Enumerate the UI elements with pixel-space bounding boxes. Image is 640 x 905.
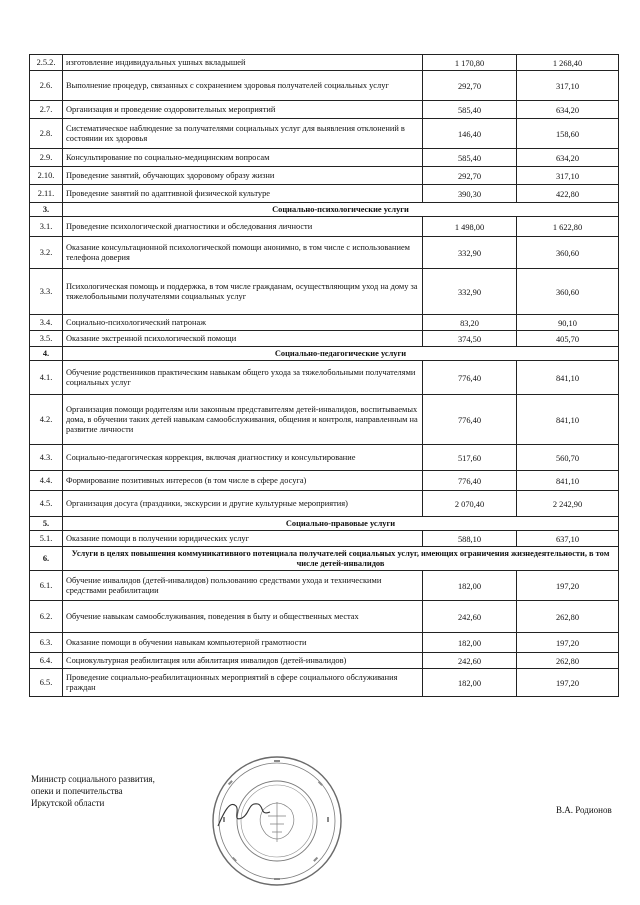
- row-number: 6.5.: [30, 669, 63, 697]
- price-current: 585,40: [423, 101, 517, 119]
- service-name: Организация помощи родителям или законным представителям детей-инвалидов, воспитываемых дома, в обучении таких детей навыкам самообслуживания, общения и контроля, направленным на развитие личности: [63, 395, 423, 445]
- price-new: 90,10: [517, 315, 619, 331]
- table-row: [30, 269, 619, 315]
- price-current: 390,30: [423, 185, 517, 203]
- price-new: 560,70: [517, 445, 619, 471]
- service-name: Организация досуга (праздники, экскурсии и другие культурные мероприятия): [63, 491, 423, 517]
- table-row: [30, 217, 619, 237]
- row-number: 3.1.: [30, 217, 63, 237]
- table-row: [30, 571, 619, 601]
- row-number: 2.7.: [30, 101, 63, 119]
- price-new: 841,10: [517, 395, 619, 445]
- service-name: Психологическая помощь и поддержка, в том числе гражданам, осуществляющим уход на дому за тяжелобольными получателями социальных услуг: [63, 269, 423, 315]
- table-row: [30, 71, 619, 101]
- price-new: 262,80: [517, 601, 619, 633]
- row-number: 2.9.: [30, 149, 63, 167]
- price-current: 776,40: [423, 361, 517, 395]
- signatory-position: [31, 773, 231, 809]
- table-row: [30, 445, 619, 471]
- service-name: Оказание экстренной психологической помощи: [63, 331, 423, 347]
- row-number: 5.1.: [30, 531, 63, 547]
- table-row: [30, 531, 619, 547]
- price-new: 197,20: [517, 633, 619, 653]
- price-current: 83,20: [423, 315, 517, 331]
- price-current: 182,00: [423, 571, 517, 601]
- table-row: [30, 395, 619, 445]
- table-row: [30, 55, 619, 71]
- service-name: Систематическое наблюдение за получателями социальных услуг для выявления отклонений в состоянии их здоровья: [63, 119, 423, 149]
- service-name: Социально-психологический патронаж: [63, 315, 423, 331]
- row-number: 3.3.: [30, 269, 63, 315]
- table-row: [30, 237, 619, 269]
- price-new: 262,80: [517, 653, 619, 669]
- price-current: 588,10: [423, 531, 517, 547]
- table-row: [30, 491, 619, 517]
- tariff-table-body: [30, 55, 619, 697]
- service-name: Проведение психологической диагностики и обследования личности: [63, 217, 423, 237]
- signatory-name: В.А. Родионов: [556, 805, 612, 815]
- service-name: Обучение навыкам самообслуживания, поведения в быту и общественных местах: [63, 601, 423, 633]
- price-current: 242,60: [423, 601, 517, 633]
- row-number: 6.: [30, 547, 63, 571]
- table-row: [30, 185, 619, 203]
- service-name: Выполнение процедур, связанных с сохранением здоровья получателей социальных услуг: [63, 71, 423, 101]
- section-title: Социально-педагогические услуги: [63, 347, 619, 361]
- price-new: 634,20: [517, 101, 619, 119]
- price-new: 1 268,40: [517, 55, 619, 71]
- service-name: Проведение занятий, обучающих здоровому образу жизни: [63, 167, 423, 185]
- price-new: 1 622,80: [517, 217, 619, 237]
- price-new: 360,60: [517, 237, 619, 269]
- service-name: Проведение социально-реабилитационных мероприятий в сфере социального обслуживания граждан: [63, 669, 423, 697]
- table-row: [30, 149, 619, 167]
- price-new: 841,10: [517, 361, 619, 395]
- price-new: 2 242,90: [517, 491, 619, 517]
- section-row: [30, 547, 619, 571]
- price-current: 292,70: [423, 167, 517, 185]
- price-current: 585,40: [423, 149, 517, 167]
- signatory-position-line: Иркутской области: [31, 798, 105, 808]
- section-title: Услуги в целях повышения коммуникативного потенциала получателей социальных услуг, имеющих ограничения жизнедеятельности, в том числе детей-инвалидов: [63, 547, 619, 571]
- section-row: [30, 517, 619, 531]
- service-name: Консультирование по социально-медицинским вопросам: [63, 149, 423, 167]
- service-name: Социокультурная реабилитация или абилитация инвалидов (детей-инвалидов): [63, 653, 423, 669]
- table-row: [30, 669, 619, 697]
- section-row: [30, 347, 619, 361]
- price-current: 292,70: [423, 71, 517, 101]
- row-number: 2.5.2.: [30, 55, 63, 71]
- price-current: 182,00: [423, 633, 517, 653]
- row-number: 3.5.: [30, 331, 63, 347]
- table-row: [30, 167, 619, 185]
- signatory-position-line: Министр социального развития,: [31, 774, 155, 784]
- table-row: [30, 633, 619, 653]
- price-new: 360,60: [517, 269, 619, 315]
- section-title: Социально-психологические услуги: [63, 203, 619, 217]
- row-number: 4.2.: [30, 395, 63, 445]
- table-row: [30, 361, 619, 395]
- price-new: 197,20: [517, 571, 619, 601]
- price-current: 776,40: [423, 395, 517, 445]
- price-new: 158,60: [517, 119, 619, 149]
- row-number: 6.1.: [30, 571, 63, 601]
- price-current: 374,50: [423, 331, 517, 347]
- price-current: 146,40: [423, 119, 517, 149]
- section-title: Социально-правовые услуги: [63, 517, 619, 531]
- row-number: 6.4.: [30, 653, 63, 669]
- price-current: 2 070,40: [423, 491, 517, 517]
- service-name: Оказание помощи в обучении навыкам компьютерной грамотности: [63, 633, 423, 653]
- price-current: 1 170,80: [423, 55, 517, 71]
- row-number: 4.5.: [30, 491, 63, 517]
- price-new: 317,10: [517, 71, 619, 101]
- service-name: Формирование позитивных интересов (в том числе в сфере досуга): [63, 471, 423, 491]
- service-name: Социально-педагогическая коррекция, включая диагностику и консультирование: [63, 445, 423, 471]
- row-number: 3.4.: [30, 315, 63, 331]
- tariff-table: [29, 54, 619, 697]
- price-current: 242,60: [423, 653, 517, 669]
- price-new: 634,20: [517, 149, 619, 167]
- price-current: 182,00: [423, 669, 517, 697]
- signatory-position-line: опеки и попечительства: [31, 786, 123, 796]
- price-new: 405,70: [517, 331, 619, 347]
- table-row: [30, 331, 619, 347]
- price-new: 197,20: [517, 669, 619, 697]
- service-name: Проведение занятий по адаптивной физической культуре: [63, 185, 423, 203]
- row-number: 4.3.: [30, 445, 63, 471]
- price-new: 637,10: [517, 531, 619, 547]
- price-new: 422,80: [517, 185, 619, 203]
- table-row: [30, 471, 619, 491]
- row-number: 4.1.: [30, 361, 63, 395]
- table-row: [30, 119, 619, 149]
- service-name: Обучение родственников практическим навыкам общего ухода за тяжелобольными получателями социальных услуг: [63, 361, 423, 395]
- price-new: 317,10: [517, 167, 619, 185]
- table-row: [30, 653, 619, 669]
- row-number: 3.2.: [30, 237, 63, 269]
- row-number: 3.: [30, 203, 63, 217]
- service-name: Обучение инвалидов (детей-инвалидов) пользованию средствами ухода и техническими средствами реабилитации: [63, 571, 423, 601]
- service-name: Оказание помощи в получении юридических услуг: [63, 531, 423, 547]
- price-current: 776,40: [423, 471, 517, 491]
- row-number: 6.3.: [30, 633, 63, 653]
- price-current: 332,90: [423, 237, 517, 269]
- price-current: 517,60: [423, 445, 517, 471]
- service-name: Организация и проведение оздоровительных мероприятий: [63, 101, 423, 119]
- row-number: 4.: [30, 347, 63, 361]
- service-name: изготовление индивидуальных ушных вкладышей: [63, 55, 423, 71]
- row-number: 4.4.: [30, 471, 63, 491]
- row-number: 2.6.: [30, 71, 63, 101]
- price-new: 841,10: [517, 471, 619, 491]
- price-current: 1 498,00: [423, 217, 517, 237]
- row-number: 5.: [30, 517, 63, 531]
- table-row: [30, 101, 619, 119]
- row-number: 2.11.: [30, 185, 63, 203]
- row-number: 6.2.: [30, 601, 63, 633]
- service-name: Оказание консультационной психологической помощи анонимно, в том числе с использованием телефона доверия: [63, 237, 423, 269]
- row-number: 2.10.: [30, 167, 63, 185]
- section-row: [30, 203, 619, 217]
- price-current: 332,90: [423, 269, 517, 315]
- row-number: 2.8.: [30, 119, 63, 149]
- table-row: [30, 315, 619, 331]
- table-row: [30, 601, 619, 633]
